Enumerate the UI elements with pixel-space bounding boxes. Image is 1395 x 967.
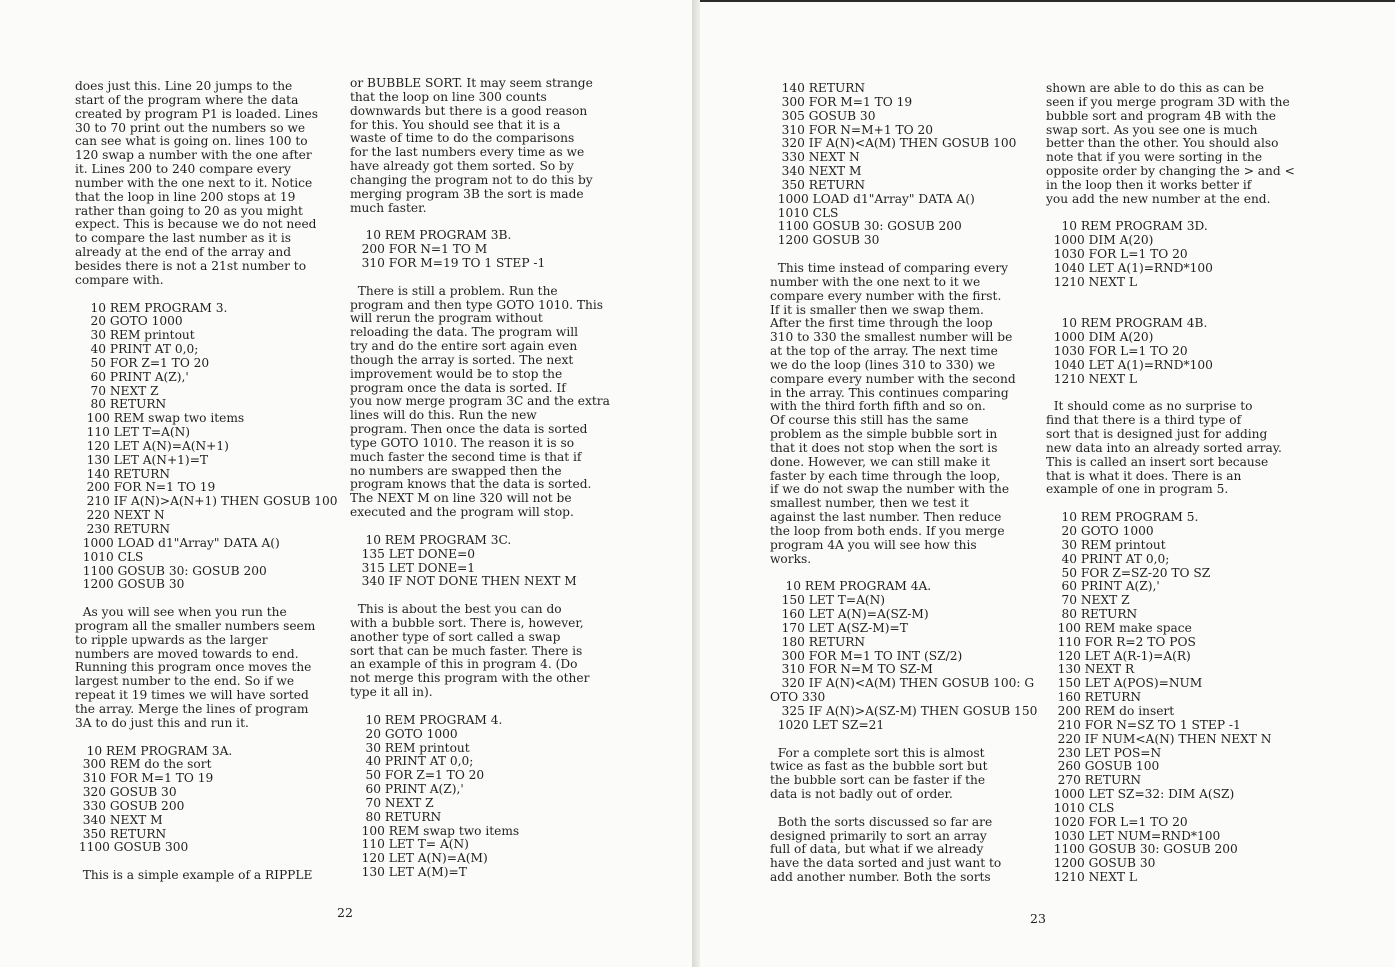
text-line: with a bubble sort. There is, however, [350, 615, 584, 630]
text-line: 300 REM do the sort [75, 757, 212, 772]
text-line: 340 NEXT M [75, 812, 163, 827]
text-line [1046, 207, 1311, 221]
text-line: 40 PRINT AT 0,0; [350, 754, 474, 769]
text-line: 315 LET DONE=1 [350, 560, 476, 575]
text-line: compare every number with the first. [770, 288, 1002, 303]
page-number-right: 23 [1030, 911, 1046, 926]
text-line: 40 PRINT AT 0,0; [75, 342, 199, 357]
text-line: 10 REM PROGRAM 3D. [1046, 219, 1208, 234]
left-page [0, 0, 692, 967]
text-line [770, 567, 1035, 581]
text-line: 120 swap a number with the one after [75, 148, 312, 163]
text-line: 110 FOR R=2 TO POS [1046, 634, 1196, 649]
text-line: number with the one next to it we [770, 274, 981, 289]
text-line: downwards but there is a good reason [350, 103, 588, 118]
text-line: 260 GOSUB 100 [1046, 759, 1160, 774]
text-line [75, 592, 340, 606]
text-line: It should come as no surprise to [1046, 399, 1253, 414]
text-line: start of the program where the data [75, 92, 299, 107]
text-line: though the array is sorted. The next [350, 352, 574, 367]
text-line: besides there is not a 21st number to [75, 258, 307, 273]
text-line: lines will do this. Run the new [350, 408, 537, 423]
text-line: you add the new number at the end. [1046, 191, 1271, 206]
text-line: program once the data is sorted. If [350, 380, 566, 395]
text-line: sort that is designed just for adding [1046, 427, 1268, 442]
text-line [1046, 387, 1311, 401]
text-line: 1020 LET SZ=21 [770, 717, 885, 732]
text-line: 3A to do just this and run it. [75, 715, 249, 730]
text-line [75, 855, 340, 869]
text-line [350, 215, 615, 229]
text-line: program 4A you will see how this [770, 537, 977, 552]
text-line: 60 PRINT A(Z),' [75, 369, 189, 384]
text-line: smallest number, then we test it [770, 496, 969, 511]
text-line: try and do the entire sort again even [350, 339, 578, 354]
right-page-column-1 [770, 81, 1038, 885]
text-line [770, 802, 1035, 816]
text-line: 1040 LET A(1)=RND*100 [1046, 357, 1213, 372]
text-line: not merge this program with the other [350, 671, 590, 686]
text-line: 140 RETURN [75, 466, 171, 481]
text-line: There is still a problem. Run the [350, 283, 558, 298]
text-line: 110 LET T=A(N) [75, 425, 191, 440]
text-line: better than the other. You should also [1046, 136, 1279, 151]
text-line: to compare the last number as it is [75, 231, 292, 246]
text-line: 30 to 70 print out the numbers so we [75, 120, 306, 135]
text-line: done. However, we can still make it [770, 454, 991, 469]
top-edge-line [700, 0, 1395, 2]
text-line: 30 REM printout [1046, 537, 1166, 552]
text-line [1046, 290, 1311, 304]
text-line: 170 LET A(SZ-M)=T [770, 620, 908, 635]
text-line: 220 NEXT N [75, 508, 165, 523]
text-line: 1210 NEXT L [1046, 274, 1137, 289]
text-line [350, 589, 615, 603]
text-line: 310 FOR N=M+1 TO 20 [770, 122, 933, 137]
text-line: 130 LET A(M)=T [350, 865, 467, 880]
text-line [75, 288, 340, 302]
text-line: for this. You should see that it is a [350, 117, 561, 132]
text-line: compare with. [75, 272, 164, 287]
text-line: 270 RETURN [1046, 773, 1142, 788]
text-line: 350 RETURN [770, 177, 866, 192]
text-line: 140 RETURN [770, 81, 866, 95]
text-line: 1030 FOR L=1 TO 20 [1046, 247, 1188, 262]
text-line: can see what is going on. lines 100 to [75, 134, 308, 149]
text-line: 10 REM PROGRAM 3A. [75, 743, 233, 758]
text-line: 200 FOR N=1 TO 19 [75, 480, 216, 495]
text-line: to ripple upwards as the larger [75, 632, 268, 647]
text-line: OTO 330 [770, 690, 826, 705]
text-line: improvement would be to stop the [350, 366, 563, 381]
text-line: at the top of the array. The next time [770, 344, 998, 359]
text-line [1046, 304, 1311, 318]
text-line: If it is smaller then we swap them. [770, 302, 984, 317]
text-line: 80 RETURN [1046, 607, 1138, 622]
text-line: with the third forth fifth and so on. [770, 399, 986, 414]
text-line: 60 PRINT A(Z),' [350, 782, 464, 797]
text-line: 1010 CLS [770, 205, 839, 220]
text-line: 1210 NEXT L [1046, 371, 1137, 386]
text-line: This time instead of comparing every [770, 260, 1009, 275]
left-page-column-2 [350, 77, 615, 880]
text-line: 30 REM printout [350, 740, 470, 755]
text-line: executed and the program will stop. [350, 505, 574, 520]
text-line: 50 FOR Z=1 TO 20 [350, 768, 485, 783]
text-line: 40 PRINT AT 0,0; [1046, 551, 1170, 566]
text-line: 80 RETURN [350, 809, 442, 824]
text-line: 160 RETURN [1046, 690, 1142, 705]
text-line: program and then type GOTO 1010. This [350, 297, 604, 312]
text-line: data is not badly out of order. [770, 787, 953, 802]
text-line: twice as fast as the bubble sort but [770, 759, 988, 774]
text-line: 230 RETURN [75, 522, 171, 536]
text-line: for the last numbers every time as we [350, 145, 585, 160]
text-line: 220 IF NUM<A(N) THEN NEXT N [1046, 731, 1272, 746]
text-line: 100 REM swap two items [350, 823, 520, 838]
text-line: number with the one next to it. Notice [75, 175, 313, 190]
text-line: 340 NEXT M [770, 164, 862, 179]
text-line: 100 REM swap two items [75, 411, 245, 426]
text-line: 135 LET DONE=0 [350, 546, 476, 561]
text-line: This is about the best you can do [350, 602, 562, 617]
text-line: 1000 LOAD d1"Array" DATA A() [770, 191, 975, 206]
text-line: 150 LET A(POS)=NUM [1046, 676, 1203, 691]
text-line: that is what it does. There is an [1046, 468, 1242, 483]
text-line: Of course this still has the same [770, 413, 969, 428]
text-line: have already got them sorted. So by [350, 159, 574, 174]
text-line: against the last number. Then reduce [770, 510, 1002, 525]
text-line: 210 FOR N=SZ TO 1 STEP -1 [1046, 717, 1241, 732]
text-line: we do the loop (lines 310 to 330) we [770, 357, 996, 372]
text-line: 325 IF A(N)>A(SZ-M) THEN GOSUB 150 [770, 703, 1038, 718]
text-line: 150 LET T=A(N) [770, 593, 886, 608]
text-line: created by program P1 is loaded. Lines [75, 106, 318, 121]
text-line: 1020 FOR L=1 TO 20 [1046, 814, 1188, 829]
text-line: example of one in program 5. [1046, 482, 1229, 497]
text-line: 10 REM PROGRAM 4A. [770, 579, 932, 594]
text-line: 30 REM printout [75, 328, 195, 343]
text-line: 1100 GOSUB 30: GOSUB 200 [75, 563, 267, 578]
text-line: expect. This is because we do not need [75, 217, 317, 232]
text-line: 1100 GOSUB 30: GOSUB 200 [770, 219, 962, 234]
text-line [1046, 497, 1311, 511]
text-line: or BUBBLE SORT. It may seem strange [350, 76, 593, 90]
text-line: that it does not stop when the sort is [770, 440, 998, 455]
text-line [350, 271, 615, 285]
text-line: 210 IF A(N)>A(N+1) THEN GOSUB 100 [75, 494, 338, 509]
text-line: the bubble sort can be faster if the [770, 773, 986, 788]
text-line: 10 REM PROGRAM 3. [75, 300, 228, 315]
text-line: no numbers are swapped then the [350, 463, 562, 478]
text-line: 1100 GOSUB 300 [75, 840, 189, 855]
text-line: 1000 DIM A(20) [1046, 233, 1154, 248]
text-line: 70 NEXT Z [1046, 593, 1130, 608]
text-line: Running this program once moves the [75, 660, 312, 675]
text-line: 70 NEXT Z [75, 383, 159, 398]
text-line: 1040 LET A(1)=RND*100 [1046, 260, 1213, 275]
text-line: swap sort. As you see one is much [1046, 122, 1258, 137]
text-line: much faster the second time is that if [350, 449, 582, 464]
text-line: new data into an already sorted array. [1046, 440, 1282, 455]
text-line: the array. Merge the lines of program [75, 701, 309, 716]
text-line: 330 GOSUB 200 [75, 798, 185, 813]
text-line: bubble sort and program 4B with the [1046, 108, 1277, 123]
text-line: Both the sorts discussed so far are [770, 814, 993, 829]
text-line: 1200 GOSUB 30 [1046, 856, 1156, 871]
text-line: 180 RETURN [770, 634, 866, 649]
text-line: 300 FOR M=1 TO INT (SZ/2) [770, 648, 963, 663]
text-line: 310 to 330 the smallest number will be [770, 330, 1013, 345]
text-line: 200 FOR N=1 TO M [350, 242, 488, 257]
text-line: After the first time through the loop [770, 316, 993, 331]
text-line [350, 700, 615, 714]
text-line: 120 LET A(N)=A(M) [350, 851, 488, 866]
text-line: 10 REM PROGRAM 3B. [350, 228, 512, 243]
text-line: 320 IF A(N)<A(M) THEN GOSUB 100: G [770, 676, 1035, 691]
text-line: if we do not swap the number with the [770, 482, 1010, 497]
text-line: repeat it 19 times we will have sorted [75, 688, 309, 703]
text-line: 1210 NEXT L [1046, 870, 1137, 885]
text-line: 70 NEXT Z [350, 795, 434, 810]
text-line: 305 GOSUB 30 [770, 108, 876, 123]
text-line [770, 733, 1035, 747]
text-line: 10 REM PROGRAM 5. [1046, 510, 1199, 525]
text-line: in the loop then it works better if [1046, 177, 1252, 192]
text-line: problem as the simple bubble sort in [770, 427, 998, 442]
text-line: 310 FOR M=1 TO 19 [75, 771, 214, 786]
text-line: 1100 GOSUB 30: GOSUB 200 [1046, 842, 1238, 857]
text-line: 1010 CLS [75, 549, 144, 564]
text-line: 1030 LET NUM=RND*100 [1046, 828, 1221, 843]
text-line: 10 REM PROGRAM 3C. [350, 532, 512, 547]
text-line: 230 LET POS=N [1046, 745, 1162, 760]
text-line: merging program 3B the sort is made [350, 186, 584, 201]
text-line [75, 731, 340, 745]
text-line: type it all in). [350, 685, 433, 700]
text-line: find that there is a third type of [1046, 413, 1242, 428]
text-line: This is a simple example of a RIPPLE [75, 868, 313, 883]
text-line: 320 IF A(N)<A(M) THEN GOSUB 100 [770, 136, 1017, 151]
text-line: opposite order by changing the > and < [1046, 164, 1295, 179]
text-line: that the loop on line 300 counts [350, 89, 547, 104]
text-line: 10 REM PROGRAM 4B. [1046, 316, 1208, 331]
right-page [700, 0, 1395, 967]
text-line: have the data sorted and just want to [770, 856, 1002, 871]
text-line: note that if you were sorting in the [1046, 150, 1263, 165]
page-number-left: 22 [337, 905, 353, 920]
text-line: seen if you merge program 3D with the [1046, 94, 1290, 109]
text-line: program all the smaller numbers seem [75, 618, 316, 633]
text-line: much faster. [350, 200, 427, 215]
text-line: 310 FOR N=M TO SZ-M [770, 662, 933, 677]
text-line: an example of this in program 4. (Do [350, 657, 578, 672]
text-line: full of data, but what if we already [770, 842, 984, 857]
text-line: will rerun the program without [350, 311, 543, 326]
text-line: The NEXT M on line 320 will not be [350, 491, 572, 506]
book-gutter [692, 0, 700, 967]
text-line: 100 REM make space [1046, 620, 1192, 635]
text-line: waste of time to do the comparisons [350, 131, 575, 146]
text-line: shown are able to do this as can be [1046, 81, 1264, 95]
text-line: another type of sort called a swap [350, 629, 561, 644]
text-line [350, 520, 615, 534]
text-line: changing the program not to do this by [350, 172, 593, 187]
text-line: designed primarily to sort an array [770, 828, 987, 843]
text-line: sort that can be much faster. There is [350, 643, 583, 658]
text-line: 1010 CLS [1046, 800, 1115, 815]
text-line: This is called an insert sort because [1046, 454, 1269, 469]
text-line: 310 FOR M=19 TO 1 STEP -1 [350, 255, 546, 270]
text-line: As you will see when you run the [75, 605, 287, 620]
text-line: type GOTO 1010. The reason it is so [350, 435, 575, 450]
text-line: 350 RETURN [75, 826, 167, 841]
text-line: 160 LET A(N)=A(SZ-M) [770, 607, 929, 622]
text-line: 60 PRINT A(Z),' [1046, 579, 1160, 594]
text-line: 120 LET A(R-1)=A(R) [1046, 648, 1191, 663]
text-line: 330 NEXT N [770, 150, 860, 165]
text-line: it. Lines 200 to 240 compare every [75, 162, 291, 177]
text-line: already at the end of the array and [75, 245, 292, 260]
text-line: 110 LET T= A(N) [350, 837, 469, 852]
text-line: program knows that the data is sorted. [350, 477, 592, 492]
text-line: 50 FOR Z=1 TO 20 [75, 355, 210, 370]
text-line [770, 248, 1035, 262]
text-line: 20 GOTO 1000 [1046, 524, 1154, 538]
text-line: you now merge program 3C and the extra [350, 394, 610, 409]
text-line: faster by each time through the loop, [770, 468, 1001, 483]
text-line: 1000 LOAD d1"Array" DATA A() [75, 535, 280, 550]
text-line: 340 IF NOT DONE THEN NEXT M [350, 574, 577, 589]
text-line: program. Then once the data is sorted [350, 422, 588, 437]
text-line: the loop from both ends. If you merge [770, 524, 1005, 538]
text-line: largest number to the end. So if we [75, 674, 295, 689]
text-line: 10 REM PROGRAM 4. [350, 712, 503, 727]
text-line: 80 RETURN [75, 397, 167, 412]
text-line: does just this. Line 20 jumps to the [75, 79, 293, 93]
text-line: 130 LET A(N+1)=T [75, 452, 209, 467]
text-line: numbers are moved towards to end. [75, 646, 299, 661]
left-page-column-1 [75, 80, 340, 883]
text-line: compare every number with the second [770, 371, 1016, 386]
text-line: 1200 GOSUB 30 [770, 233, 880, 248]
text-line: reloading the data. The program will [350, 325, 579, 340]
text-line: 320 GOSUB 30 [75, 785, 177, 800]
text-line: 20 GOTO 1000 [75, 314, 183, 329]
text-line: in the array. This continues comparing [770, 385, 1009, 400]
right-page-column-2 [1046, 82, 1311, 885]
text-line: rather than going to 20 as you might [75, 203, 303, 218]
text-line: that the loop in line 200 stops at 19 [75, 189, 296, 204]
text-line: 130 NEXT R [1046, 662, 1135, 677]
text-line: works. [770, 551, 812, 566]
text-line: For a complete sort this is almost [770, 745, 985, 760]
text-line: 1000 DIM A(20) [1046, 330, 1154, 345]
text-line: add another number. Both the sorts [770, 870, 991, 885]
text-line: 120 LET A(N)=A(N+1) [75, 438, 229, 453]
text-line: 1200 GOSUB 30 [75, 577, 185, 592]
text-line: 1030 FOR L=1 TO 20 [1046, 344, 1188, 359]
text-line: 1000 LET SZ=32: DIM A(SZ) [1046, 787, 1235, 802]
text-line: 200 REM do insert [1046, 703, 1175, 718]
text-line: 300 FOR M=1 TO 19 [770, 94, 913, 109]
text-line: 50 FOR Z=SZ-20 TO SZ [1046, 565, 1211, 580]
text-line: 20 GOTO 1000 [350, 726, 458, 741]
